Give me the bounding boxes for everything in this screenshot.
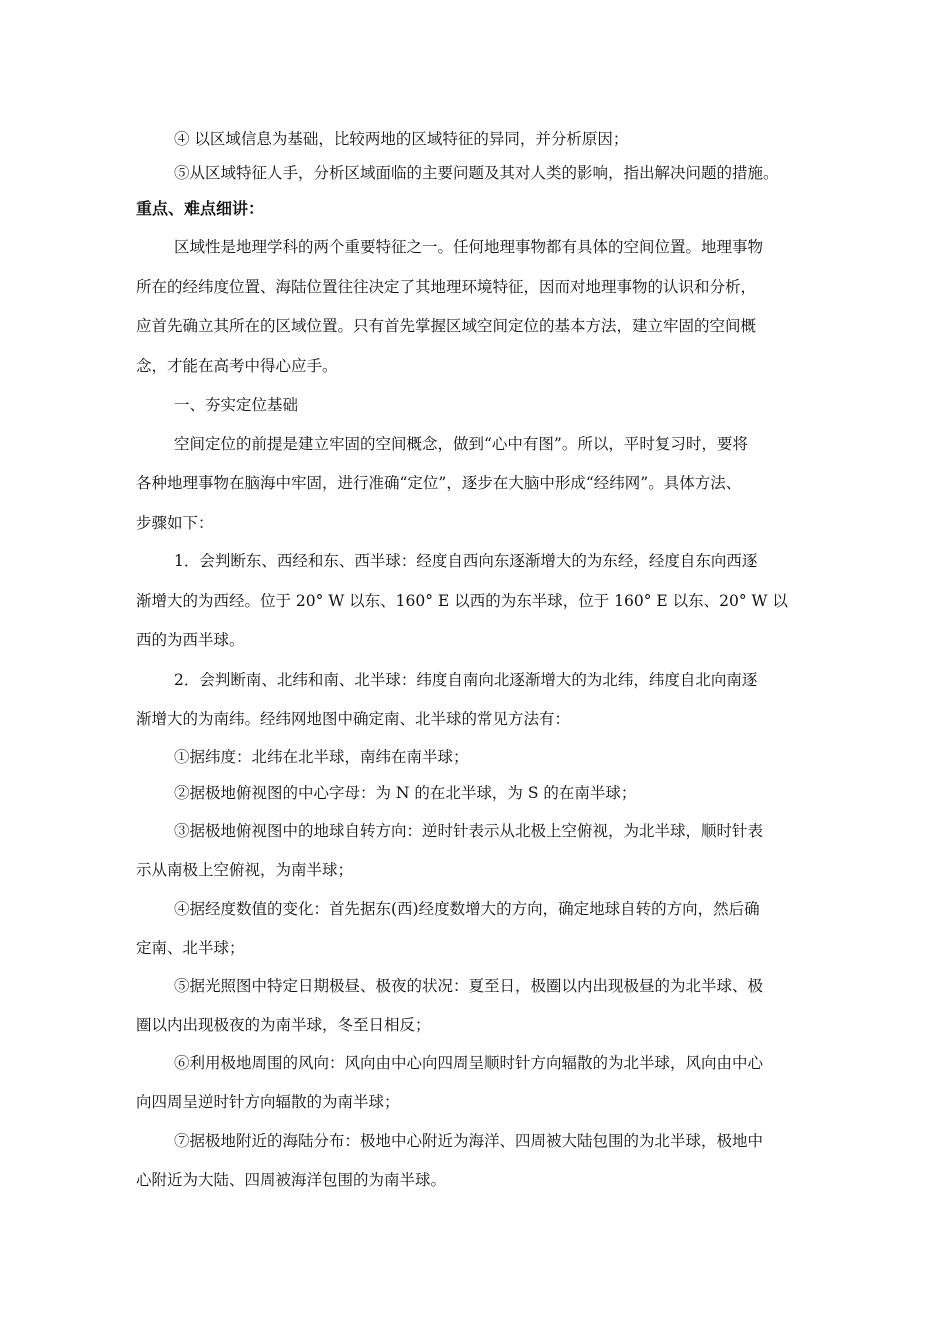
text-line: 向四周呈逆时针方向辐散的为南半球；: [136, 1093, 400, 1111]
subsection-heading: 一、夯实定位基础: [174, 396, 299, 414]
text-line: 渐增大的为西经。位于 20° W 以东、160° E 以西的为东半球，位于 160° E 以东、20° W 以: [136, 592, 788, 610]
text-line: 空间定位的前提是建立牢固的空间概念，做到“心中有图”。所以，平时复习时，要将: [174, 435, 748, 453]
text-line: 念，才能在高考中得心应手。: [136, 357, 338, 375]
text-line: 圈以内出现极夜的为南半球，冬至日相反；: [136, 1016, 431, 1034]
text-line: 所在的经纬度位置、海陆位置往往决定了其地理环境特征，因而对地理事物的认识和分析，: [136, 278, 757, 296]
text-line: 1．会判断东、西经和东、西半球：经度自西向东逐渐增大的为东经，经度自东向西逐: [174, 552, 758, 570]
section-heading: 重点、难点细讲：: [136, 199, 265, 218]
text-line: 定南、北半球；: [136, 939, 245, 957]
text-line: ②据极地俯视图的中心字母：为 N 的在北半球，为 S 的在南半球；: [174, 784, 637, 802]
text-line: ⑤从区域特征人手，分析区域面临的主要问题及其对人类的影响，指出解决问题的措施。: [174, 164, 779, 182]
text-line: ①据纬度：北纬在北半球，南纬在南半球；: [174, 748, 469, 766]
text-line: 2．会判断南、北纬和南、北半球：纬度自南向北逐渐增大的为北纬，纬度自北向南逐: [174, 671, 758, 689]
text-line: ⑦据极地附近的海陆分布：极地中心附近为海洋、四周被大陆包围的为北半球，极地中: [174, 1132, 764, 1150]
text-line: 心附近为大陆、四周被海洋包围的为南半球。: [136, 1171, 447, 1189]
text-line: 渐增大的为南纬。经纬网地图中确定南、北半球的常见方法有：: [136, 710, 571, 728]
text-line: 应首先确立其所在的区域位置。只有首先掌握区域空间定位的基本方法，建立牢固的空间概: [136, 317, 757, 335]
text-line: 示从南极上空俯视，为南半球；: [136, 861, 354, 879]
text-line: ④据经度数值的变化：首先据东(西)经度数增大的方向，确定地球自转的方向，然后确: [174, 900, 760, 918]
text-line: 西的为西半球。: [136, 631, 245, 649]
text-line: 步骤如下：: [136, 514, 214, 532]
text-line: ④ 以区域信息为基础，比较两地的区域特征的异同，并分析原因；: [174, 130, 629, 148]
text-line: 各种地理事物在脑海中牢固，进行准确“定位”，逐步在大脑中形成“经纬网”。具体方法、: [136, 474, 742, 492]
text-line: 区域性是地理学科的两个重要特征之一。任何地理事物都有具体的空间位置。地理事物: [174, 238, 764, 256]
text-line: ⑤据光照图中特定日期极昼、极夜的状况：夏至日，极圈以内出现极昼的为北半球、极: [174, 977, 764, 995]
text-line: ③据极地俯视图中的地球自转方向：逆时针表示从北极上空俯视，为北半球，顺时针表: [174, 822, 764, 840]
text-line: ⑥利用极地周围的风向：风向由中心向四周呈顺时针方向辐散的为北半球，风向由中心: [174, 1054, 764, 1072]
